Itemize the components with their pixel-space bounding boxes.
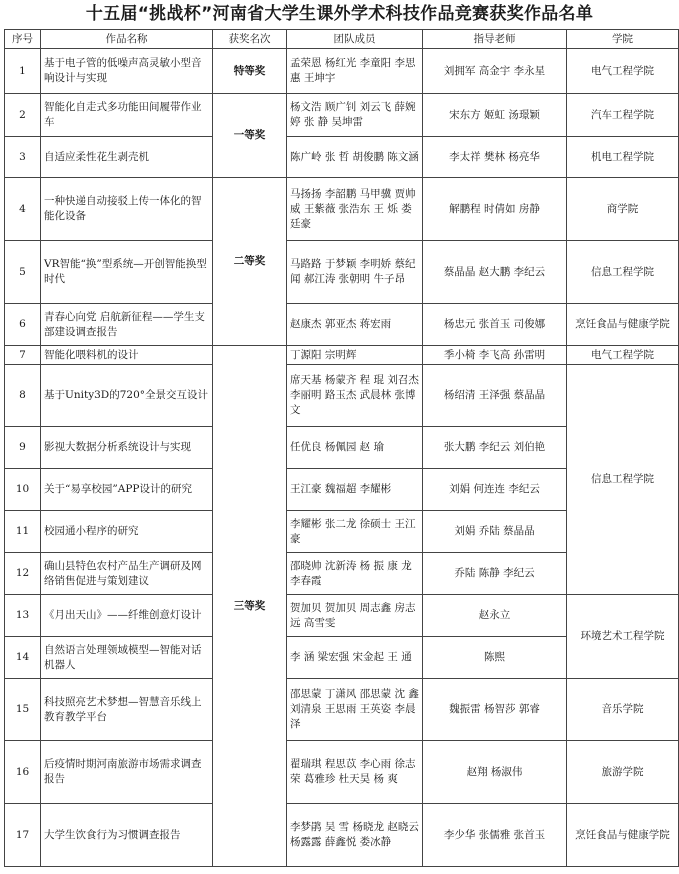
page-title: 十五届“挑战杯”河南省大学生课外学术科技作品竞赛获奖作品名单	[85, 4, 594, 24]
row-no: 14	[5, 637, 41, 679]
row-name: 一种快递自动接驳上传一体化的智能化设备	[41, 178, 213, 241]
row-advisor: 赵翔 杨淑伟	[423, 741, 567, 804]
row-team: 李 涵 梁宏强 宋金起 王 通	[287, 637, 423, 679]
row-no: 12	[5, 553, 41, 595]
row-team: 席天基 杨蒙齐 程 琨 刘召杰 李丽明 路玉杰 武晨林 张博文	[287, 365, 423, 427]
table-row	[5, 346, 679, 365]
row-team: 陈广岭 张 哲 胡俊鹏 陈文涵	[287, 137, 423, 178]
row-no: 1	[5, 49, 41, 94]
row-name: 智能化自走式多功能田间履带作业车	[41, 94, 213, 137]
row-no: 8	[5, 365, 41, 427]
row-advisor: 刘娟 乔陆 蔡晶晶	[423, 511, 567, 553]
award-third: 三等奖	[213, 346, 287, 867]
row-advisor: 李太祥 樊林 杨亮华	[423, 137, 567, 178]
table-row	[5, 679, 679, 741]
row-team: 邵晓帅 沈新涛 杨 振 康 龙 李春霞	[287, 553, 423, 595]
table-row	[5, 741, 679, 804]
row-college: 汽车工程学院	[567, 94, 679, 137]
table-row	[5, 304, 679, 346]
table-row	[5, 94, 679, 137]
row-college: 旅游学院	[567, 741, 679, 804]
award-first: 一等奖	[213, 94, 287, 178]
row-college: 信息工程学院	[567, 241, 679, 304]
row-no: 2	[5, 94, 41, 137]
header-award: 获奖名次	[213, 30, 287, 49]
row-college: 音乐学院	[567, 679, 679, 741]
row-team: 孟荣恩 杨红光 李童阳 李思惠 王坤宇	[287, 49, 423, 94]
row-advisor: 赵永立	[423, 595, 567, 637]
table-row	[5, 365, 679, 427]
row-name: 基于Unity3D的720°全景交互设计	[41, 365, 213, 427]
row-team: 马扬扬 李韶鹏 马甲骥 贾帅威 王紫薇 张浩东 王 烁 娄廷豪	[287, 178, 423, 241]
row-name: 大学生饮食行为习惯调查报告	[41, 804, 213, 867]
row-team: 杨文浩 顾广钊 刘云飞 薛婉婷 张 静 吴坤雷	[287, 94, 423, 137]
header-team: 团队成员	[287, 30, 423, 49]
row-advisor: 杨绍清 王泽强 蔡晶晶	[423, 365, 567, 427]
row-team: 赵康杰 郭亚杰 蒋宏雨	[287, 304, 423, 346]
row-advisor: 刘拥军 高金宇 李永星	[423, 49, 567, 94]
row-team: 王江豪 魏福超 李耀彬	[287, 469, 423, 511]
row-team: 贺加贝 贺加贝 周志鑫 房志远 高雪雯	[287, 595, 423, 637]
row-name: 基于电子管的低噪声高灵敏小型音响设计与实现	[41, 49, 213, 94]
row-no: 6	[5, 304, 41, 346]
award-second: 二等奖	[213, 178, 287, 346]
row-advisor: 蔡晶晶 赵大鹏 李纪云	[423, 241, 567, 304]
row-team: 李耀彬 张二龙 徐硕士 王江豪	[287, 511, 423, 553]
row-no: 13	[5, 595, 41, 637]
row-name: 科技照亮艺术梦想—智慧音乐线上教育教学平台	[41, 679, 213, 741]
row-college: 电气工程学院	[567, 49, 679, 94]
row-advisor: 魏振雷 杨智莎 郭睿	[423, 679, 567, 741]
row-team: 任优良 杨佩园 赵 瑜	[287, 427, 423, 469]
row-name: 自适应柔性花生剥壳机	[41, 137, 213, 178]
row-name: 自然语言处理领域模型—智能对话机器人	[41, 637, 213, 679]
header-college: 学院	[567, 30, 679, 49]
row-advisor: 乔陆 陈静 李纪云	[423, 553, 567, 595]
table-header-row	[5, 30, 679, 49]
header-no: 序号	[5, 30, 41, 49]
row-name: 后疫情时期河南旅游市场需求调查报告	[41, 741, 213, 804]
table-row	[5, 137, 679, 178]
row-college-merged: 信息工程学院	[567, 365, 679, 595]
row-name: 青春心向党 启航新征程——学生支部建设调查报告	[41, 304, 213, 346]
row-college: 烹饪食品与健康学院	[567, 304, 679, 346]
award-table	[4, 29, 679, 867]
award-special: 特等奖	[213, 49, 287, 94]
row-advisor: 杨忠元 张首玉 司俊娜	[423, 304, 567, 346]
row-no: 15	[5, 679, 41, 741]
row-advisor: 张大鹏 李纪云 刘伯艳	[423, 427, 567, 469]
row-team: 丁源阳 宗明辉	[287, 346, 423, 365]
row-advisor: 解鹏程 时倩如 房静	[423, 178, 567, 241]
row-team: 邵思蒙 丁潇风 邵思蒙 沈 鑫 刘清泉 王思雨 王英姿 李晨泽	[287, 679, 423, 741]
table-row	[5, 241, 679, 304]
row-college: 机电工程学院	[567, 137, 679, 178]
row-no: 5	[5, 241, 41, 304]
row-name: 校园通小程序的研究	[41, 511, 213, 553]
row-name: 《月出天山》——纤维创意灯设计	[41, 595, 213, 637]
row-advisor: 刘娟 何连连 李纪云	[423, 469, 567, 511]
row-name: 影视大数据分析系统设计与实现	[41, 427, 213, 469]
row-team: 翟瑞琪 程思苡 李心雨 徐志荣 葛雅珍 杜天昊 杨 爽	[287, 741, 423, 804]
row-advisor: 宋东方 姬虹 汤璟颖	[423, 94, 567, 137]
row-no: 10	[5, 469, 41, 511]
row-college: 商学院	[567, 178, 679, 241]
header-advisor: 指导老师	[423, 30, 567, 49]
row-advisor: 季小椅 李飞高 孙雷明	[423, 346, 567, 365]
row-no: 17	[5, 804, 41, 867]
row-advisor: 李少华 张儒雅 张首玉	[423, 804, 567, 867]
row-advisor: 陈熙	[423, 637, 567, 679]
row-college: 烹饪食品与健康学院	[567, 804, 679, 867]
table-row	[5, 595, 679, 637]
table-row	[5, 804, 679, 867]
table-row	[5, 49, 679, 94]
row-no: 11	[5, 511, 41, 553]
row-college-merged: 环境艺术工程学院	[567, 595, 679, 679]
header-name: 作品名称	[41, 30, 213, 49]
table-row	[5, 178, 679, 241]
row-name: 关于“易享校园”APP设计的研究	[41, 469, 213, 511]
row-name: 确山县特色农村产品生产调研及网络销售促进与策划建议	[41, 553, 213, 595]
row-no: 3	[5, 137, 41, 178]
row-no: 9	[5, 427, 41, 469]
row-no: 7	[5, 346, 41, 365]
row-team: 李梦鹃 吴 雪 杨晓龙 赵晓云 杨露露 薛鑫悦 娄冰静	[287, 804, 423, 867]
row-team: 马路路 于梦颖 李明娇 蔡纪闻 郝江涛 张朝明 牛子昂	[287, 241, 423, 304]
row-no: 16	[5, 741, 41, 804]
row-college: 电气工程学院	[567, 346, 679, 365]
row-name: VR智能“换”型系统—开创智能换型时代	[41, 241, 213, 304]
row-no: 4	[5, 178, 41, 241]
row-name: 智能化喂料机的设计	[41, 346, 213, 365]
